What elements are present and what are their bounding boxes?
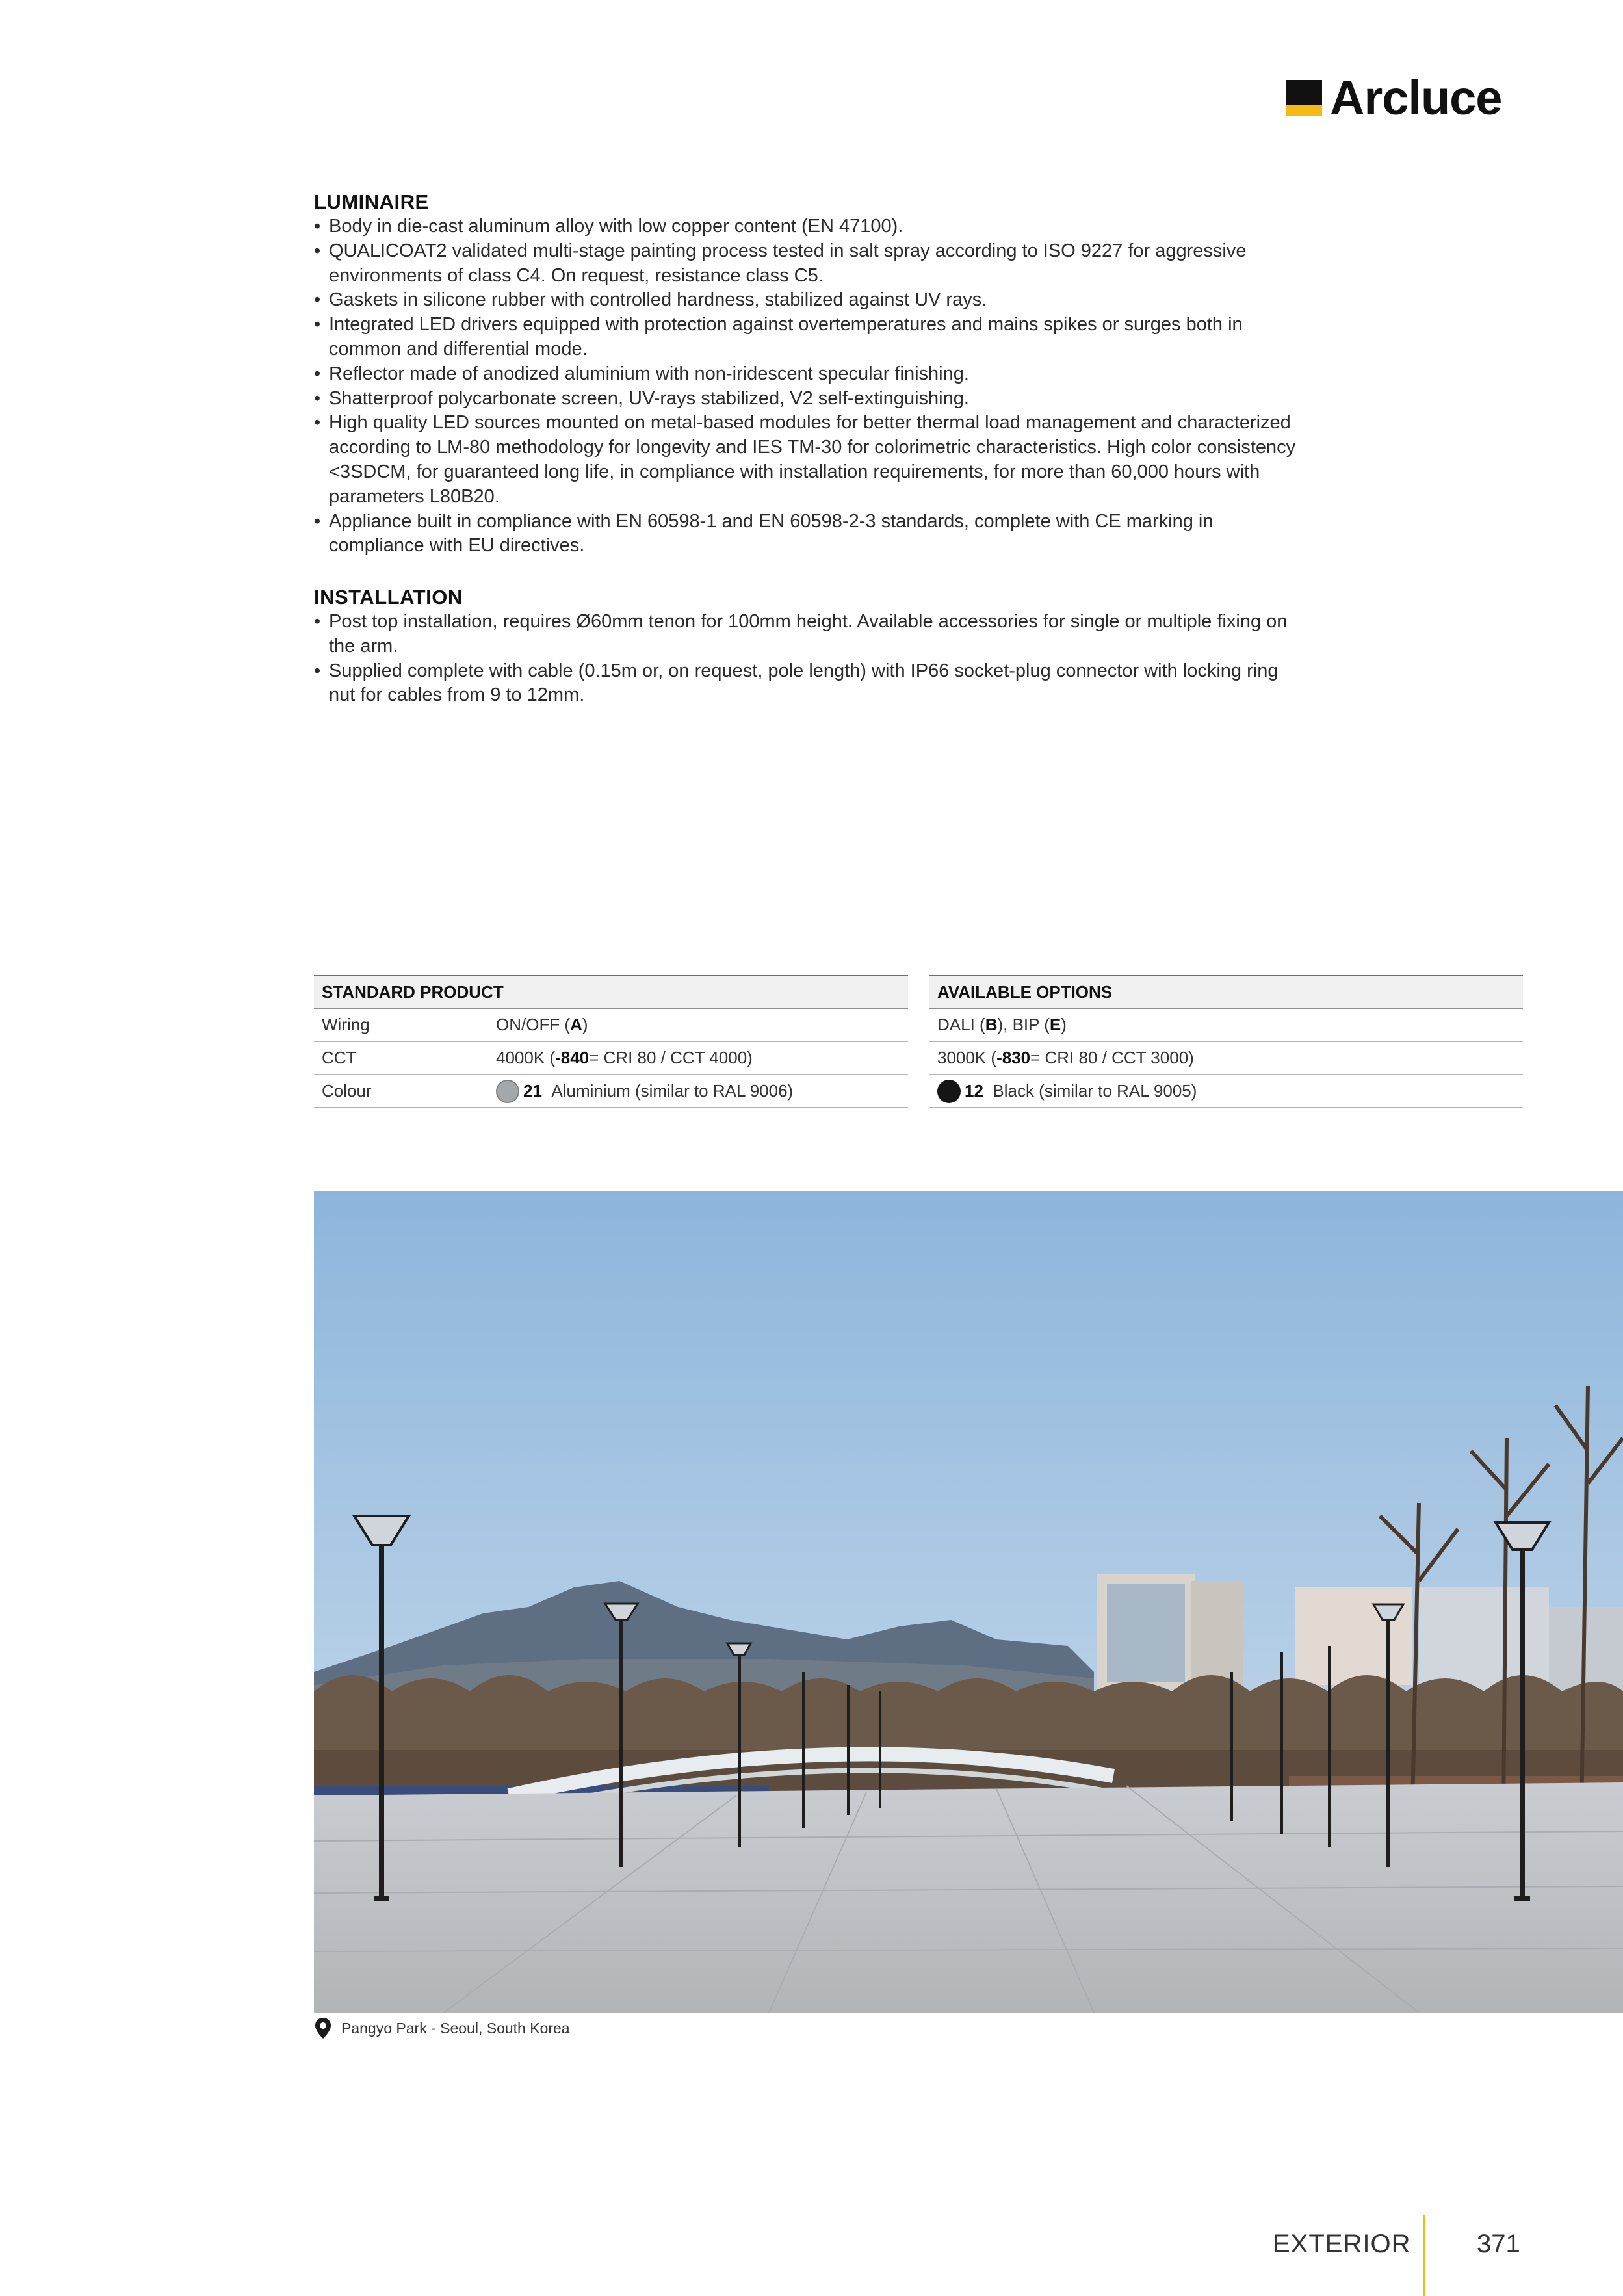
list-item: • Integrated LED drivers equipped with protection against overtemperatures and mains spikes or surges both in common and differential mode. (314, 313, 1302, 362)
logo-mark-icon (1286, 80, 1322, 116)
table-row-colour (314, 1075, 908, 1108)
luminaire-section (314, 190, 1302, 558)
table-row-cct (929, 1042, 1523, 1075)
list-item: • High quality LED sources mounted on metal-based modules for better thermal load management and characterized according to LM-80 methodology for longevity and IES TM-30 for colorimetric characteristics. High color consistency <3SDCM, for guaranteed long life, in compliance with installation requirements, for more than 60,000 hours with parameters L80B20. (314, 411, 1302, 509)
table-row-cct (314, 1042, 908, 1075)
luminaire-title: LUMINAIRE (314, 190, 429, 213)
row-value: 12 Black (similar to RAL 9005) (929, 1080, 1197, 1103)
footer-divider (1423, 2215, 1425, 2296)
black-swatch-icon (937, 1080, 961, 1103)
installation-list (314, 610, 1302, 708)
row-label: Wiring (322, 1015, 370, 1034)
installation-section (314, 585, 1302, 708)
table-header: AVAILABLE OPTIONS (929, 976, 1523, 1009)
luminaire-list (314, 215, 1302, 558)
park-photo (314, 1191, 1623, 2013)
photo-caption (314, 2017, 570, 2039)
list-item: • Appliance built in compliance with EN 60598-1 and EN 60598-2-3 standards, complete with CE marking in compliance with EU directives. (314, 510, 1302, 559)
row-label: Colour (322, 1081, 372, 1101)
row-value: 3000K ( -830 = CRI 80 / CCT 3000) (937, 1048, 1194, 1067)
installation-title: INSTALLATION (314, 586, 463, 608)
list-item: • Supplied complete with cable (0.15m or, on request, pole length) with IP66 socket-plug connector with locking ring nut for cables from 9 to 12mm. (314, 659, 1302, 709)
available-options-table (929, 975, 1523, 1108)
table-header: STANDARD PRODUCT (314, 976, 908, 1009)
brand-name: Arcluce (1330, 71, 1502, 125)
row-value: DALI ( B ), BIP ( E ) (937, 1015, 1067, 1034)
page-number: 371 (1477, 2230, 1520, 2258)
row-value: ON/OFF ( A ) (496, 1015, 588, 1034)
list-item: • Reflector made of anodized aluminium with non-iridescent specular finishing. (314, 362, 1302, 387)
row-label: CCT (322, 1048, 357, 1067)
list-item: • Gaskets in silicone rubber with controlled hardness, stabilized against UV rays. (314, 288, 1302, 313)
list-item: • Body in die-cast aluminum alloy with low copper content (EN 47100). (314, 215, 1302, 239)
aluminium-swatch-icon (496, 1080, 519, 1103)
table-row-wiring (929, 1009, 1523, 1042)
table-row-colour (929, 1075, 1523, 1108)
footer-category: EXTERIOR (1273, 2230, 1411, 2258)
list-item: • Shatterproof polycarbonate screen, UV-rays stabilized, V2 self-extinguishing. (314, 387, 1302, 411)
row-value: 21 Aluminium (similar to RAL 9006) (496, 1080, 793, 1103)
standard-product-table (314, 975, 908, 1108)
row-value: 4000K ( -840 = CRI 80 / CCT 4000) (496, 1048, 753, 1067)
list-item: • Post top installation, requires Ø60mm tenon for 100mm height. Available accessories for single or multiple fixing on the arm. (314, 610, 1302, 659)
brand-logo (1286, 71, 1502, 125)
caption-text: Pangyo Park - Seoul, South Korea (341, 2019, 570, 2037)
location-pin-icon (314, 2017, 332, 2039)
list-item: • QUALICOAT2 validated multi-stage painting process tested in salt spray according to ISO 9227 for aggressive environments of class C4. On request, resistance class C5. (314, 239, 1302, 289)
table-row-wiring (314, 1009, 908, 1042)
